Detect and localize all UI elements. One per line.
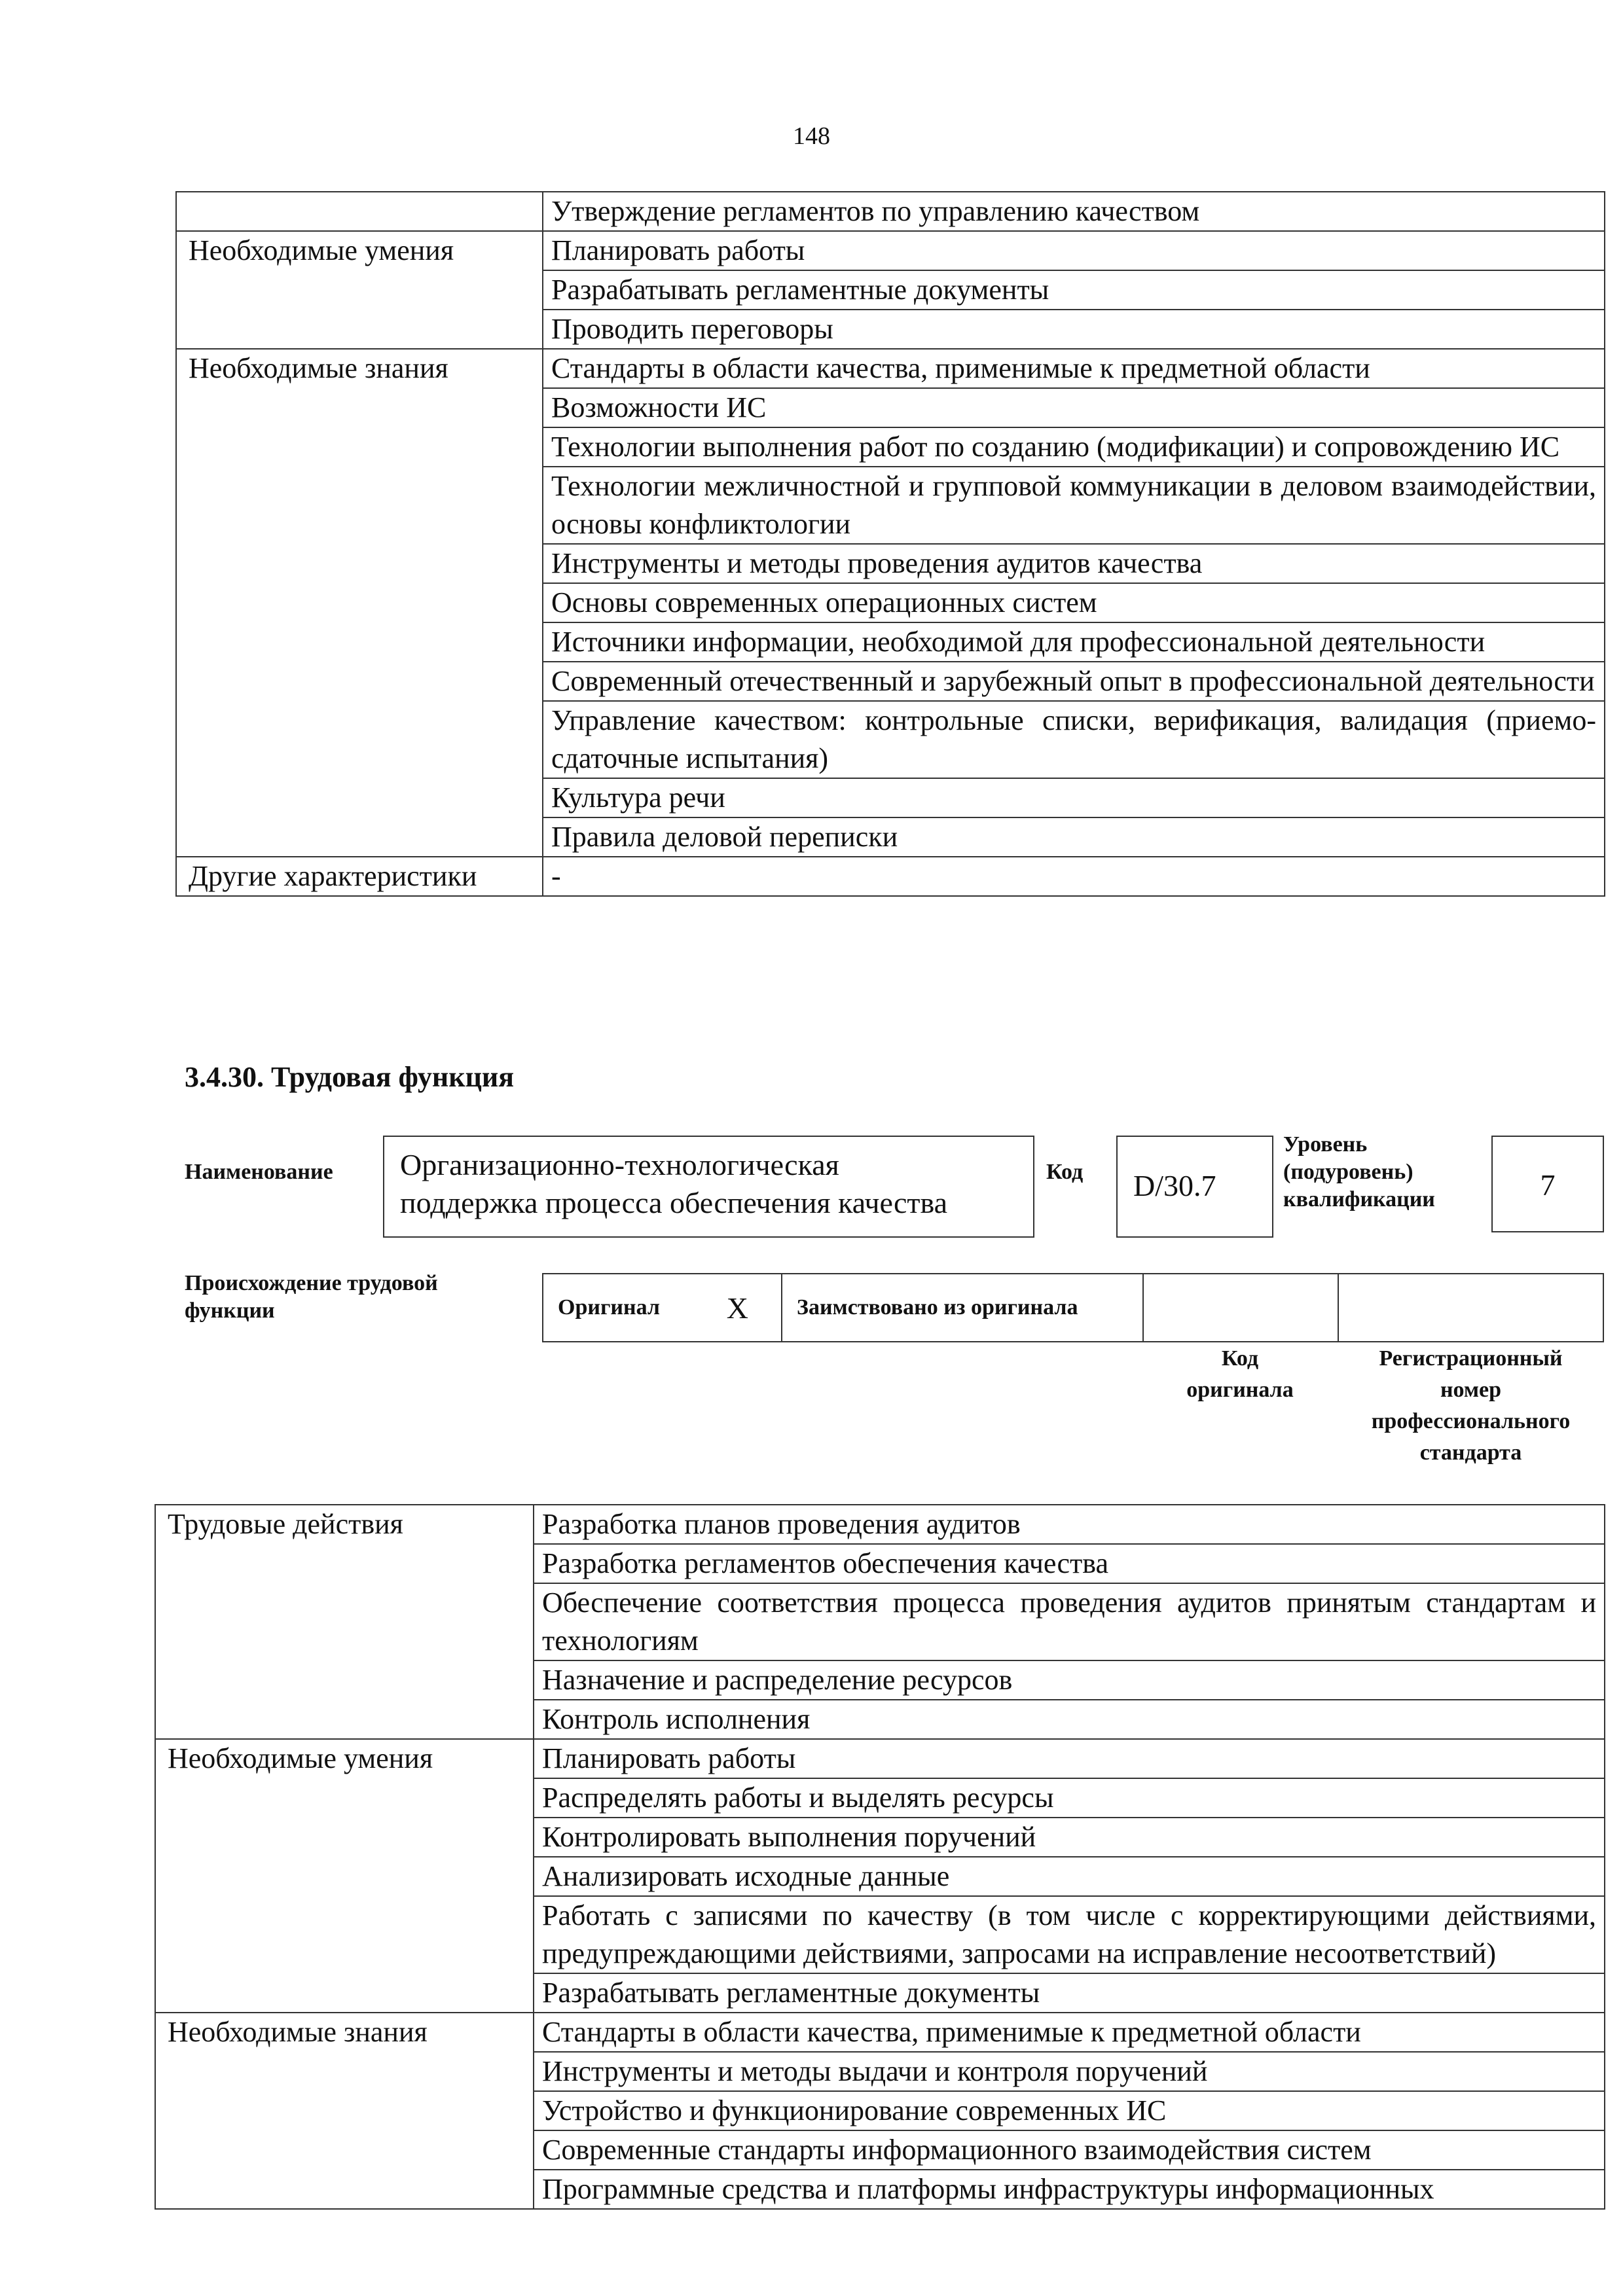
competency-table: [155, 1504, 1605, 2210]
row-text: Современный отечественный и зарубежный опыт в профессиональной деятельности: [543, 662, 1605, 701]
row-text: Разрабатывать регламентные документы: [543, 270, 1605, 310]
table-row: [155, 2013, 1605, 2052]
row-label-actions: Трудовые действия: [155, 1505, 534, 1739]
row-text: Утверждение регламентов по управлению качеством: [543, 192, 1605, 231]
row-text: Планировать работы: [543, 231, 1605, 270]
row-text: Возможности ИС: [543, 388, 1605, 427]
row-label-knowledge: Необходимые знания: [176, 349, 543, 857]
row-text: Устройство и функционирование современных ИС: [534, 2091, 1605, 2130]
reg-caption-line4: стандарта: [1419, 1441, 1522, 1465]
row-text: Правила деловой переписки: [543, 817, 1605, 857]
row-text: Контроль исполнения: [534, 1700, 1605, 1739]
level-label-line3: квалификации: [1283, 1187, 1435, 1211]
origin-label-line2: функции: [185, 1299, 275, 1323]
function-name-line1: Организационно-технологическая: [400, 1148, 839, 1181]
row-text: Технологии выполнения работ по созданию (модификации) и сопровождению ИС: [543, 427, 1605, 467]
origin-borrowed-label: Заимствовано из оригинала: [797, 1295, 1078, 1319]
row-text: Разработка регламентов обеспечения качества: [534, 1544, 1605, 1583]
reg-caption-line2: номер: [1440, 1378, 1502, 1402]
row-text: Технологии межличностной и групповой коммуникации в деловом взаимодействии, основы конфликтологии: [543, 467, 1605, 544]
section-title: 3.4.30. Трудовая функция: [185, 1061, 515, 1093]
origin-borrowed-cell: [782, 1274, 1144, 1341]
function-name-line2: поддержка процесса обеспечения качества: [400, 1186, 948, 1219]
row-text: Управление качеством: контрольные списки, верификация, валидация (приемо-сдаточные испытания): [543, 701, 1605, 778]
row-text: Разработка планов проведения аудитов: [534, 1505, 1605, 1544]
table-row: [176, 231, 1605, 270]
table-row: [176, 192, 1605, 231]
origin-original-label: Оригинал: [558, 1295, 660, 1319]
level-label: [1283, 1131, 1435, 1213]
name-label: Наименование: [185, 1160, 333, 1184]
table-row: [176, 857, 1605, 896]
row-text: Инструменты и методы проведения аудитов качества: [543, 544, 1605, 583]
function-code-box: D/30.7: [1116, 1136, 1273, 1238]
row-text: Программные средства и платформы инфраструктуры информационных: [534, 2170, 1605, 2209]
table-row: [155, 1505, 1605, 1544]
code-label: Код: [1046, 1160, 1084, 1184]
page-number: 148: [793, 122, 830, 150]
row-text: Инструменты и методы выдачи и контроля поручений: [534, 2052, 1605, 2091]
level-label-line2: (подуровень): [1283, 1160, 1413, 1184]
reg-number-caption: [1338, 1343, 1604, 1469]
origin-label-line1: Происхождение трудовой: [185, 1271, 438, 1295]
row-text: Анализировать исходные данные: [534, 1857, 1605, 1896]
code-caption-line1: Код: [1221, 1346, 1259, 1371]
row-text: Работать с записями по качеству (в том числе с корректирующими действиями, предупреждающими действиями, запросами на исправление несоответствий): [534, 1896, 1605, 1973]
table-row: [155, 1739, 1605, 1778]
row-text: Назначение и распределение ресурсов: [534, 1660, 1605, 1700]
origin-row: [542, 1273, 1604, 1342]
row-text: Стандарты в области качества, применимые к предметной области: [534, 2013, 1605, 2052]
row-label-other: Другие характеристики: [176, 857, 543, 896]
code-original-caption: [1142, 1343, 1338, 1406]
row-text: Планировать работы: [534, 1739, 1605, 1778]
row-text: Проводить переговоры: [543, 310, 1605, 349]
row-text: Обеспечение соответствия процесса проведения аудитов принятым стандартам и технологиям: [534, 1583, 1605, 1660]
row-text: Контролировать выполнения поручений: [534, 1818, 1605, 1857]
origin-original-mark: X: [726, 1291, 748, 1325]
level-label-line1: Уровень: [1283, 1132, 1368, 1157]
row-text: -: [543, 857, 1605, 896]
row-label-skills: Необходимые умения: [155, 1739, 534, 2013]
reg-caption-line3: профессионального: [1371, 1409, 1571, 1433]
origin-label: [185, 1270, 438, 1325]
row-text: Источники информации, необходимой для профессиональной деятельности: [543, 622, 1605, 662]
row-text: Разрабатывать регламентные документы: [534, 1973, 1605, 2013]
row-label-skills: Необходимые умения: [176, 231, 543, 349]
function-name-box: [383, 1136, 1034, 1238]
reg-caption-line1: Регистрационный: [1379, 1346, 1563, 1371]
origin-code-cell: [1144, 1274, 1339, 1341]
row-text: Культура речи: [543, 778, 1605, 817]
row-label-knowledge: Необходимые знания: [155, 2013, 534, 2209]
row-text: Распределять работы и выделять ресурсы: [534, 1778, 1605, 1818]
competency-table-continued: [175, 191, 1605, 897]
row-text: Современные стандарты информационного взаимодействия систем: [534, 2130, 1605, 2170]
row-label: [176, 192, 543, 231]
row-text: Стандарты в области качества, применимые к предметной области: [543, 349, 1605, 388]
table-row: [176, 349, 1605, 388]
origin-reg-number-cell: [1339, 1274, 1603, 1341]
origin-original-cell: [543, 1274, 782, 1341]
code-caption-line2: оригинала: [1186, 1378, 1294, 1402]
row-text: Основы современных операционных систем: [543, 583, 1605, 622]
qualification-level-box: 7: [1491, 1136, 1604, 1232]
